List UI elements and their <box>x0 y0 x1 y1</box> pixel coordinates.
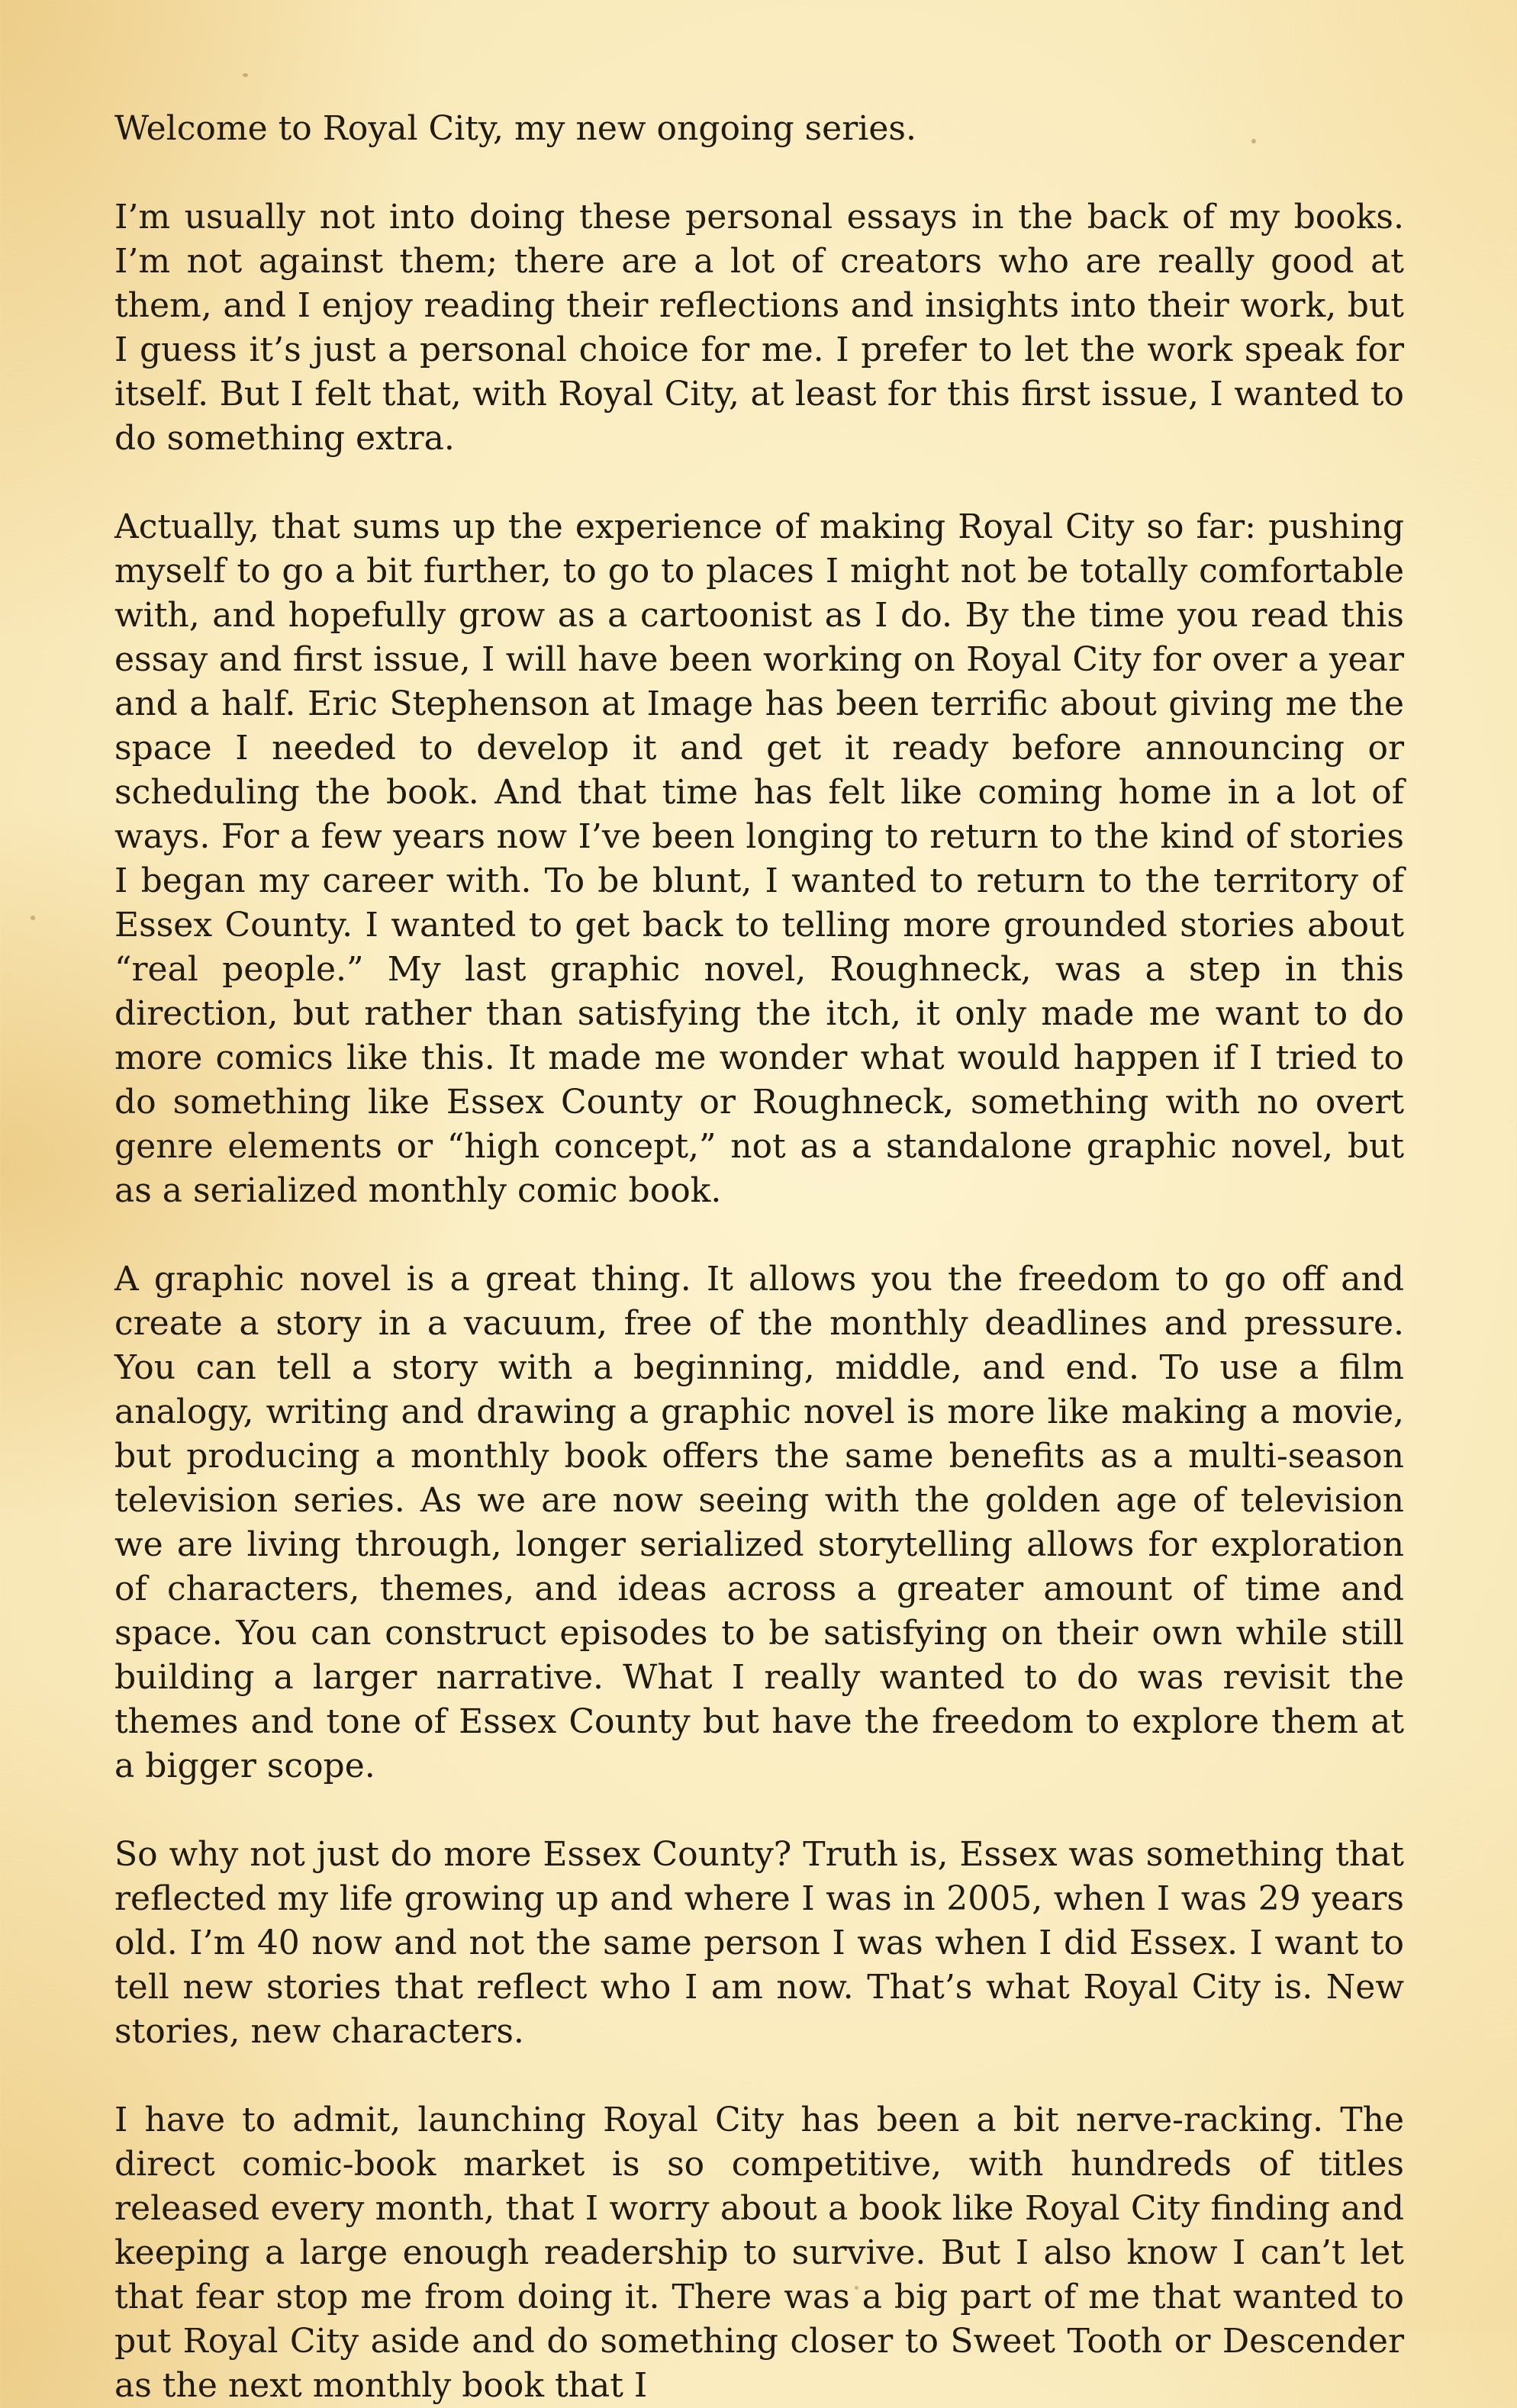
essay-paragraph: Welcome to Royal City, my new ongoing series. <box>114 109 916 148</box>
essay-page <box>114 107 1404 2408</box>
essay-paragraph: Actually, that sums up the experience of making Royal City so far: pushing myself to go a bit further, to go to places I might not be totally comfortable with, and hopefully grow as a cartoonist as I do. By the time you read this essay and first issue, I will have been working on Royal City for over a year and a half. Eric Stephenson at Image has been terrific about giving me the space I needed to develop it and get it ready before announcing or scheduling the book. And that time has felt like coming home in a lot of ways. For a few years now I’ve been longing to return to the kind of stories I began my career with. To be blunt, I wanted to return to the territory of Essex County. I wanted to get back to telling more grounded stories about “real people.” My last graphic novel, Roughneck, was a step in this direction, but rather than satisfying the itch, it only made me want to do more comics like this. It made me wonder what would happen if I tried to do something like Essex County or Roughneck, something with no overt genre elements or “high concept,” not as a standalone graphic novel, but as a serialized monthly comic book. <box>114 507 1404 1210</box>
essay-paragraph: I’m usually not into doing these personal essays in the back of my books. I’m not against them; there are a lot of creators who are really good at them, and I enjoy reading their reflections and insights into their work, but I guess it’s just a personal choice for me. I prefer to let the work speak for itself. But I felt that, with Royal City, at least for this first issue, I wanted to do something extra. <box>114 198 1404 458</box>
paper-speck <box>243 73 248 77</box>
essay-paragraph: A graphic novel is a great thing. It allows you the freedom to go off and create a story in a vacuum, free of the monthly deadlines and pressure. You can tell a story with a beginning, middle, and end. To use a film analogy, writing and drawing a graphic novel is more like making a movie, but producing a monthly book offers the same benefits as a multi-season television series. As we are now seeing with the golden age of television we are living through, longer serialized storytelling allows for exploration of characters, themes, and ideas across a greater amount of time and space. You can construct episodes to be satisfying on their own while still building a larger narrative. What I really wanted to do was revisit the themes and tone of Essex County but have the freedom to explore them at a bigger scope. <box>114 1260 1404 1785</box>
essay-paragraph: I have to admit, launching Royal City has been a bit nerve-racking. The direct comic-book market is so competitive, with hundreds of titles released every month, that I worry about a book like Royal City finding and keeping a large enough readership to survive. But I also know I can’t let that fear stop me from doing it. There was a big part of me that wanted to put Royal City aside and do something closer to Sweet Tooth or Descender as the next monthly book that I <box>114 2101 1404 2405</box>
paper-speck <box>31 916 35 920</box>
essay-paragraph: So why not just do more Essex County? Truth is, Essex was something that reflected my life growing up and where I was in 2005, when I was 29 years old. I’m 40 now and not the same person I was when I did Essex. I want to tell new stories that reflect who I am now. That’s what Royal City is. New stories, new characters. <box>114 1835 1404 2051</box>
